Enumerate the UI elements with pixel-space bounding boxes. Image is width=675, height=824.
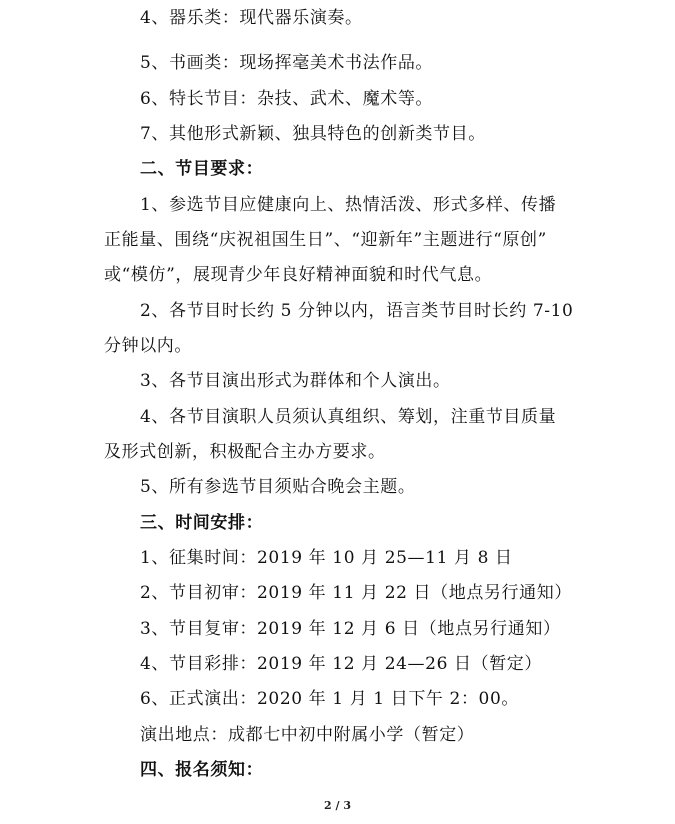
text-line-category-5: 5、书画类：现场挥毫美术书法作品。 — [140, 53, 434, 73]
text-line-requirement-1b: 正能量、围绕“庆祝祖国生日”、“迎新年”主题进行“原创” — [104, 230, 547, 250]
text-line-requirement-1a: 1、参选节目应健康向上、热情活泼、形式多样、传播 — [140, 195, 557, 215]
text-line-category-6: 6、特长节目：杂技、武术、魔术等。 — [140, 89, 434, 109]
text-line-schedule-3: 3、节目复审：2019 年 12 月 6 日（地点另行通知） — [140, 619, 561, 639]
text-line-schedule-1: 1、征集时间：2019 年 10 月 25—11 月 8 日 — [140, 548, 513, 568]
text-line-requirement-2a: 2、各节目时长约 5 分钟以内，语言类节目时长约 7-10 — [140, 301, 574, 321]
text-line-schedule-2: 2、节目初审：2019 年 11 月 22 日（地点另行通知） — [140, 583, 572, 603]
text-line-requirement-1c: 或“模仿”，展现青少年良好精神面貌和时代气息。 — [104, 265, 493, 285]
text-line-requirement-5: 5、所有参选节目须贴合晚会主题。 — [140, 477, 416, 497]
section-heading-schedule: 三、时间安排： — [140, 513, 264, 533]
text-line-requirement-4b: 及形式创新，积极配合主办方要求。 — [104, 442, 386, 462]
page-number: 2 / 3 — [324, 799, 351, 812]
text-line-category-7: 7、其他形式新颖、独具特色的创新类节目。 — [140, 124, 486, 144]
text-line-schedule-6: 6、正式演出：2020 年 1 月 1 日下午 2：00。 — [140, 689, 519, 709]
text-line-requirement-4a: 4、各节目演职人员须认真组织、筹划，注重节目质量 — [140, 407, 557, 427]
text-line-requirement-2b: 分钟以内。 — [104, 336, 192, 356]
text-line-venue: 演出地点：成都七中初中附属小学（暂定） — [140, 725, 475, 745]
section-heading-requirements: 二、节目要求： — [140, 159, 264, 179]
section-heading-registration: 四、报名须知： — [140, 760, 264, 780]
text-line-category-4: 4、器乐类：现代器乐演奏。 — [140, 8, 363, 28]
text-line-requirement-3: 3、各节目演出形式为群体和个人演出。 — [140, 371, 451, 391]
text-line-schedule-4: 4、节目彩排：2019 年 12 月 24—26 日（暂定） — [140, 654, 542, 674]
